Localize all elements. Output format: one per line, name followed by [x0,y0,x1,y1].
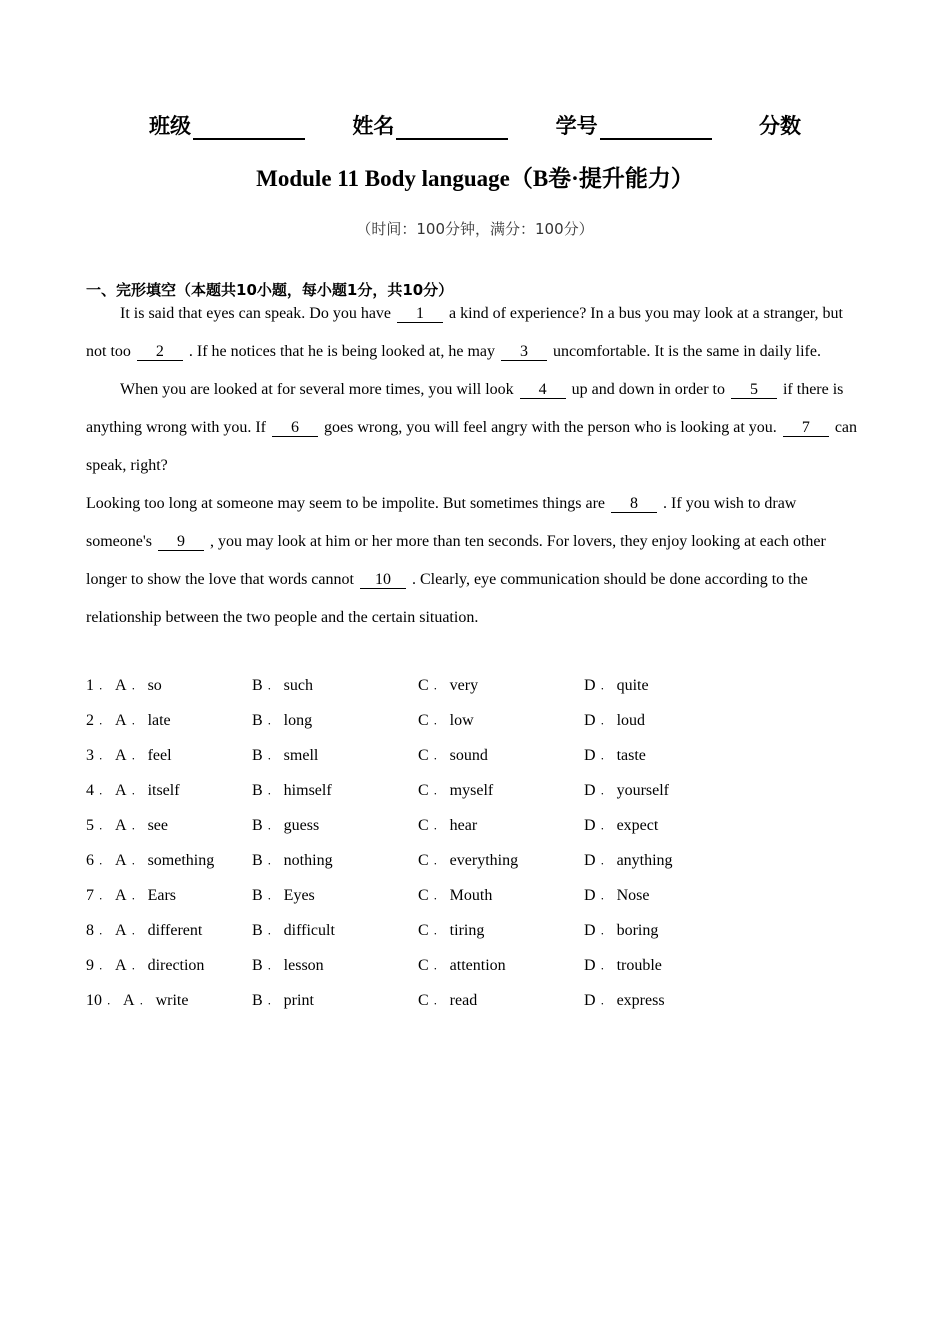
option-d[interactable]: D ． Nose [584,887,650,904]
option-d[interactable]: D ． loud [584,712,646,729]
score-field: 分数 [758,114,801,138]
name-blank[interactable] [396,116,508,140]
question-row [86,668,886,703]
option-b[interactable]: B ． nothing [252,852,333,869]
option-c[interactable]: C ． sound [418,747,488,764]
option-b[interactable]: B ． lesson [252,957,324,974]
page-title: Module 11 Body language（B卷·提升能力） [256,166,694,191]
passage-paragraph-3: Looking too long at someone may seem to be impolite. But sometimes things are 8 . If you wish to draw someone's 9 , you may look at him or her more than ten seconds. For lovers, they enjoy looking at each other longer to show the love that words cannot 10 . Clearly, eye communication should be done according to the relationship between the two people and the certain situation. [86,495,826,626]
option-a[interactable]: 7 ． A ． Ears [86,887,176,904]
cloze-passage [86,295,858,637]
option-a[interactable]: 5 ． A ． see [86,817,168,834]
question-row [86,913,886,948]
class-blank[interactable] [193,116,305,140]
option-d[interactable]: D ． yourself [584,782,669,799]
option-b[interactable]: B ． smell [252,747,319,764]
option-d[interactable]: D ． expect [584,817,659,834]
option-c[interactable]: C ． read [418,992,478,1009]
blank-9[interactable]: 9 [158,534,204,551]
option-d[interactable]: D ． taste [584,747,646,764]
option-b[interactable]: B ． Eyes [252,887,315,904]
blank-6[interactable]: 6 [272,420,318,437]
name-field: 姓名 [352,110,508,140]
class-field: 班级 [149,110,305,140]
option-a[interactable]: 8 ． A ． different [86,922,203,939]
option-d[interactable]: D ． boring [584,922,659,939]
option-c[interactable]: C ． low [418,712,474,729]
option-b[interactable]: B ． such [252,677,313,694]
question-row [86,773,886,808]
option-d[interactable]: D ． trouble [584,957,662,974]
exam-info: （时间：100分钟，满分：100分） [356,220,594,238]
option-a[interactable]: 3 ． A ． feel [86,747,172,764]
option-b[interactable]: B ． difficult [252,922,335,939]
blank-2[interactable]: 2 [137,344,183,361]
option-c[interactable]: C ． everything [418,852,519,869]
option-a[interactable]: 9 ． A ． direction [86,957,205,974]
blank-4[interactable]: 4 [520,382,566,399]
option-d[interactable]: D ． anything [584,852,673,869]
blank-7[interactable]: 7 [783,420,829,437]
question-row [86,948,886,983]
option-b[interactable]: B ． long [252,712,313,729]
passage-paragraph-1: It is said that eyes can speak. Do you have 1 a kind of experience? In a bus you may look at a stranger, but not too 2 . If he notices that he is being looked at, he may 3 uncomfortable. It is the same in daily life. [86,305,843,360]
option-a[interactable]: 10 ． A ． write [86,992,189,1009]
option-b[interactable]: B ． himself [252,782,332,799]
option-a[interactable]: 1 ． A ． so [86,677,162,694]
option-b[interactable]: B ． guess [252,817,320,834]
option-a[interactable]: 6 ． A ． something [86,852,215,869]
option-d[interactable]: D ． express [584,992,665,1009]
question-row [86,703,886,738]
student-id-blank[interactable] [600,116,712,140]
section-heading: 一、完形填空（本题共10小题，每小题1分，共10分） [86,281,454,299]
option-c[interactable]: C ． myself [418,782,494,799]
blank-5[interactable]: 5 [731,382,777,399]
question-row [86,808,886,843]
option-b[interactable]: B ． print [252,992,314,1009]
option-c[interactable]: C ． tiring [418,922,485,939]
question-row [86,983,886,1018]
blank-8[interactable]: 8 [611,496,657,513]
option-c[interactable]: C ． Mouth [418,887,493,904]
option-c[interactable]: C ． hear [418,817,478,834]
student-info-header [0,110,950,140]
option-a[interactable]: 4 ． A ． itself [86,782,180,799]
question-row [86,738,886,773]
option-a[interactable]: 2 ． A ． late [86,712,171,729]
blank-1[interactable]: 1 [397,306,443,323]
option-d[interactable]: D ． quite [584,677,649,694]
option-c[interactable]: C ． very [418,677,479,694]
blank-10[interactable]: 10 [360,572,406,589]
passage-paragraph-2: When you are looked at for several more times, you will look 4 up and down in order to 5 if there is anything wrong with you. If 6 goes wrong, you will feel angry with the person who is looking at you. 7 can speak, right? [86,381,858,474]
student-id-field: 学号 [556,110,712,140]
question-row [86,878,886,913]
question-row [86,843,886,878]
blank-3[interactable]: 3 [501,344,547,361]
option-c[interactable]: C ． attention [418,957,506,974]
answer-options [86,668,886,1018]
